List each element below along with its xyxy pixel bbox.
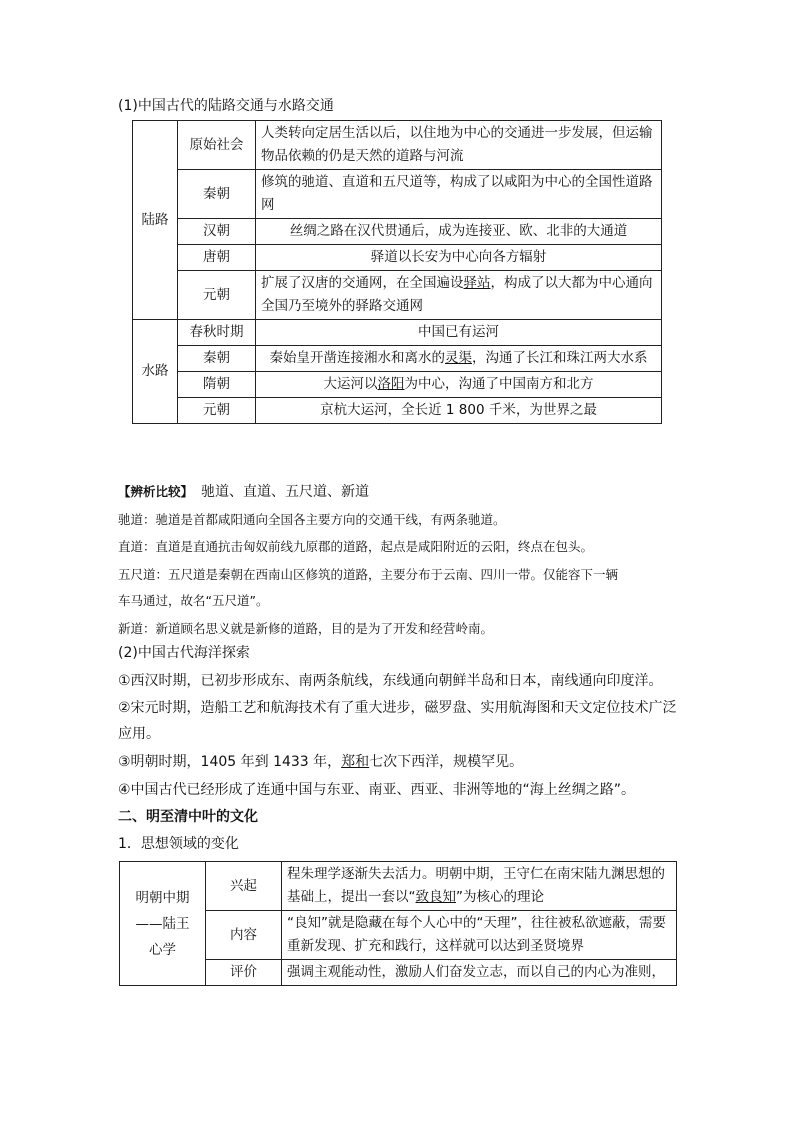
underlined-term: 洛阳 (377, 376, 405, 392)
content-cell: 人类转向定居生活以后，以住地为中心的交通进一步发展，但运输物品依赖的仍是天然的道路与河流 (256, 121, 662, 170)
content-cell: 驿道以长安为中心向各方辐射 (256, 245, 662, 271)
content-cell (256, 372, 662, 398)
content-text: 程朱理学逐渐失去活力。明朝中期，王守仁在南宋陆九渊思想的基础上，提出一套以“ (287, 866, 665, 905)
topic-cell (120, 862, 206, 986)
table-row (133, 219, 662, 245)
content-cell: 丝绸之路在汉代贯通后，成为连接亚、欧、北非的大通道 (256, 219, 662, 245)
content-cell: 强调主观能动性，激励人们奋发立志，而以自己的内心为准则， (282, 960, 677, 986)
content-cell: 修筑的驰道、直道和五尺道等，构成了以咸阳为中心的全国性道路网 (256, 170, 662, 219)
underlined-term: 灵渠 (445, 350, 472, 366)
label-cell: 内容 (206, 911, 282, 960)
label-cell: 兴起 (206, 862, 282, 911)
ocean-paragraph: ②宋元时期，造船工艺和航海技术有了重大进步，磁罗盘、实用航海图和天文定位技术广泛 (118, 700, 677, 716)
table-row (133, 372, 662, 398)
content-cell (282, 862, 677, 911)
period-cell: 秦朝 (178, 346, 256, 372)
period-cell: 原始社会 (178, 121, 256, 170)
comparison-item: 直道：直道是直通抗击匈奴前线九原郡的道路，起点是咸阳附近的云阳，终点在包头。 (118, 539, 594, 554)
ocean-paragraph: 应用。 (118, 726, 160, 742)
transport-table (132, 120, 662, 424)
content-text: ”为核心的理论 (456, 889, 544, 905)
topic-line: ——陆王 (135, 915, 190, 932)
table-row (133, 170, 662, 219)
underlined-term: 驿站 (463, 275, 491, 291)
period-cell: 春秋时期 (178, 320, 256, 346)
table-row (133, 121, 662, 170)
content-text: ，构成了以大都为中心通向全国乃至境外的驿路交通网 (261, 275, 653, 314)
content-text: 大运河以 (323, 376, 378, 392)
thought-table (119, 861, 677, 986)
table-row (133, 245, 662, 271)
topic-line: 明朝中期 (135, 889, 190, 906)
topic-line: 心学 (149, 941, 176, 958)
content-text: 扩展了汉唐的交通网，在全国遍设 (261, 275, 464, 291)
part2-heading: 二、明至清中叶的文化 (118, 809, 258, 825)
table-row (133, 346, 662, 372)
period-cell: 元朝 (178, 398, 256, 424)
section1-heading: (1)中国古代的陆路交通与水路交通 (118, 98, 334, 114)
ocean-paragraph: ①西汉时期，已初步形成东、南两条航线，东线通向朝鲜半岛和日本，南线通向印度洋。 (118, 673, 663, 689)
underlined-term: 致良知 (415, 889, 456, 905)
content-text: ，沟通了长江和珠江两大水系 (472, 350, 648, 366)
content-text: 秦始皇开凿连接湘水和离水的 (269, 350, 445, 366)
table-row (133, 320, 662, 346)
ocean-text: 七次下西洋，规模罕见。 (369, 754, 524, 770)
section2-heading: (2)中国古代海洋探索 (118, 645, 250, 661)
comparison-item: 驰道：驰道是首都咸阳通向全国各主要方向的交通干线，有两条驰道。 (118, 512, 506, 527)
underlined-term: 郑和 (341, 754, 370, 770)
water-label: 水路 (133, 320, 178, 424)
comparison-item: 五尺道：五尺道是秦朝在西南山区修筑的道路，主要分布于云南、四川一带。仅能容下一辆 (118, 567, 619, 582)
comparison-heading (118, 482, 369, 502)
land-label: 陆路 (133, 121, 178, 320)
content-cell (256, 346, 662, 372)
content-cell: 京杭大运河，全长近 1 800 千米，为世界之最 (256, 398, 662, 424)
period-cell: 秦朝 (178, 170, 256, 219)
content-cell (256, 271, 662, 320)
ocean-text: ③明朝时期，1405 年到 1433 年， (118, 754, 342, 770)
comparison-title: 【辨析比较】 (118, 484, 194, 499)
sub1-heading: 1．思想领域的变化 (118, 836, 239, 852)
table-row (120, 862, 677, 911)
ocean-paragraph (118, 752, 523, 772)
period-cell: 隋朝 (178, 372, 256, 398)
period-cell: 唐朝 (178, 245, 256, 271)
content-text: 为中心，沟通了中国南方和北方 (404, 376, 594, 392)
comparison-item: 新道：新道顾名思义就是新修的道路，目的是为了开发和经营岭南。 (118, 621, 494, 636)
period-cell: 汉朝 (178, 219, 256, 245)
label-cell: 评价 (206, 960, 282, 986)
ocean-paragraph: ④中国古代已经形成了连通中国与东亚、南亚、西亚、非洲等地的“海上丝绸之路”。 (118, 782, 636, 798)
table-row (133, 398, 662, 424)
table-row (133, 271, 662, 320)
comparison-subtitle: 驰道、直道、五尺道、新道 (201, 484, 370, 500)
period-cell: 元朝 (178, 271, 256, 320)
comparison-item: 车马通过，故名“五尺道”。 (118, 593, 269, 608)
content-cell: 中国已有运河 (256, 320, 662, 346)
content-cell: “良知”就是隐藏在每个人心中的“天理”，往往被私欲遮蔽，需要重新发现、扩充和践行，这样就可以达到圣贤境界 (282, 911, 677, 960)
